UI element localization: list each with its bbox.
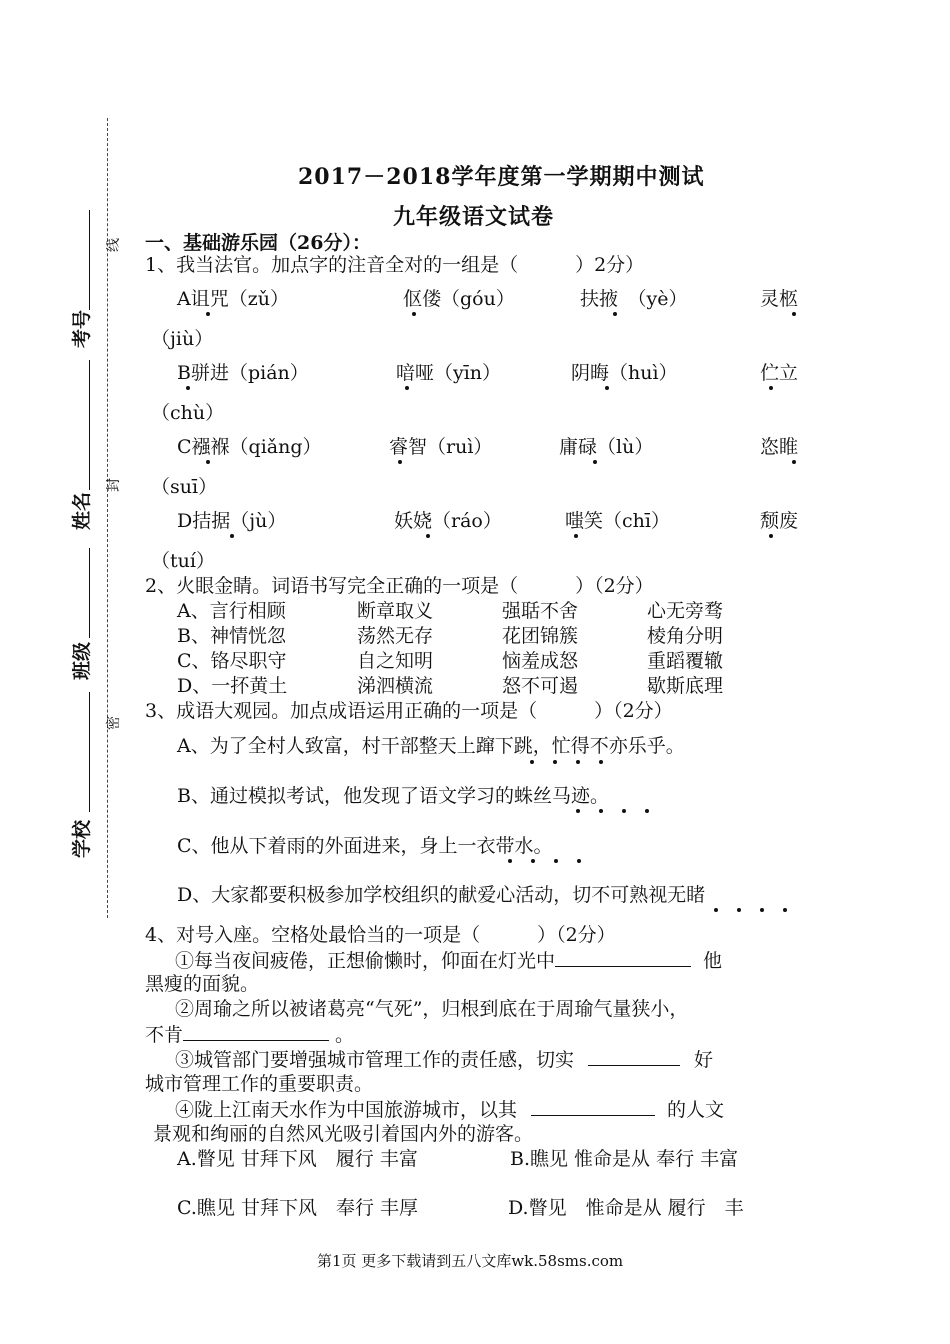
class-line [89,548,90,638]
q4-option-a: A.瞥见 甘拜下风 履行 丰富 [177,1148,418,1170]
q4-s1-after: 他 [703,950,723,972]
q2-b-2: 荡然无存 [357,625,434,647]
q1-d-w3: 嗤笑（chī） [565,510,670,532]
school-line [89,692,90,812]
q4-s4-cont: 景观和绚丽的自然风光吸引着国内外的游客。 [153,1123,534,1145]
emphasis-dot [426,534,430,538]
emphasis-dot [206,460,210,464]
q2-b-1: B、神情恍忽 [177,625,286,647]
school-label: 学校 [71,819,93,858]
q4-option-b: B.瞧见 惟命是从 奉行 丰富 [510,1148,739,1170]
q4-s3-text: ③城管部门要增强城市管理工作的责任感，切实 [175,1049,575,1071]
emphasis-dot [412,312,416,316]
emphasis-dot [574,534,578,538]
q1-b-w4: 伫立 [760,362,799,384]
q3-option-a: A、为了全村人致富，村干部整天上蹿下跳，忙得不亦乐乎。 [177,735,685,757]
emphasis-dot [206,312,210,316]
emphasis-dot [760,908,764,912]
name-label: 姓名 [71,491,93,530]
q3-option-d: D、大家都要积极参加学校组织的献爱心活动，切不可熟视无睹 [177,884,706,906]
q2-stem: 2、火眼金睛。词语书写完全正确的一项是（ ）（2分） [145,575,654,597]
page-subtitle: 九年级语文试卷 [393,204,555,230]
q4-option-c: C.瞧见 甘拜下风 奉行 丰厚 [177,1197,418,1219]
page-title: 2017－2018学年度第一学期期中测试 [298,164,705,190]
class-label: 班级 [71,641,93,680]
q4-blank-1[interactable] [555,948,691,967]
q2-b-4: 棱角分明 [647,625,724,647]
q2-c-2: 自之知明 [357,650,434,672]
emphasis-dot [599,809,603,813]
q4-s3-cont: 城市管理工作的重要职责。 [145,1073,374,1095]
q4-blank-4[interactable] [531,1097,655,1116]
q2-c-4: 重蹈覆辙 [647,650,724,672]
emphasis-dot [230,534,234,538]
binding-label-feng: 封 [106,478,122,492]
emphasis-dot [769,386,773,390]
q4-sentence-1 [175,948,722,973]
emphasis-dot [599,760,603,764]
q3-option-c: C、他从下着雨的外面进来，身上一衣带水。 [177,835,553,857]
exam-number-label: 考号 [71,309,93,348]
q2-d-4: 歇斯底理 [647,675,724,697]
q4-stem: 4、对号入座。空格处最恰当的一项是（ ）（2分） [145,924,616,946]
binding-label-xian: 线 [106,238,122,252]
q2-c-1: C、铬尽职守 [177,650,287,672]
q4-s1-cont: 黑瘦的面貌。 [145,973,260,995]
emphasis-dot [622,809,626,813]
q4-s1-text: ①每当夜间疲倦，正想偷懒时，仰面在灯光中 [175,950,556,972]
q1-d-w2: 妖娆（ráo） [394,510,502,532]
emphasis-dot [613,312,617,316]
emphasis-dot [792,460,796,464]
emphasis-dot [508,859,512,863]
q1-a-w1: A诅咒（zǔ） [177,288,289,310]
q3-stem: 3、成语大观园。加点成语运用正确的一项是（ ）（2分） [145,700,673,722]
q2-c-3: 恼羞成怒 [502,650,579,672]
emphasis-dot [645,809,649,813]
emphasis-dot [792,312,796,316]
q4-s2-prefix: 不肯 [145,1024,184,1046]
name-line [89,360,90,490]
section-heading: 一、基础游乐园（26分）： [145,232,371,254]
q4-s4-text: ④陇上江南天水作为中国旅游城市，以其 [175,1099,518,1121]
emphasis-dot [531,859,535,863]
emphasis-dot [593,460,597,464]
emphasis-dot [576,760,580,764]
q1-d-w4: 颓废 [760,510,799,532]
q1-a-w3: 扶掖 （yè） [580,288,688,310]
emphasis-dot [783,908,787,912]
q1-a-w4: 灵柩 [760,288,799,310]
emphasis-dot [405,386,409,390]
q1-d-tail: （tuí） [151,550,215,572]
q2-d-2: 涕泗横流 [357,675,434,697]
binding-label-mi: 密 [106,716,122,730]
exam-number-line [89,210,90,310]
emphasis-dot [186,386,190,390]
q1-b-w2: 喑哑（yīn） [396,362,502,384]
q1-c-w1: C襁褓（qiǎng） [177,436,322,458]
q2-a-4: 心无旁骛 [647,600,724,622]
q1-a-w2: 伛偻（góu） [403,288,515,310]
q2-d-1: D、一抔黄土 [177,675,288,697]
q4-s4-after: 的人文 [667,1099,725,1121]
page-footer: 第1页 更多下载请到五八文库wk.58sms.com [317,1252,624,1270]
q1-c-w4: 恣睢 [760,436,799,458]
emphasis-dot [769,534,773,538]
q4-s2-end: 。 [335,1024,355,1046]
emphasis-dot [737,908,741,912]
q2-a-1: A、言行相顾 [177,600,286,622]
q4-s2-line2 [145,1022,354,1047]
q4-blank-2[interactable] [183,1022,329,1041]
emphasis-dot [554,859,558,863]
q4-blank-3[interactable] [588,1047,680,1066]
q2-b-3: 花团锦簇 [502,625,579,647]
q1-b-tail: （chù） [151,402,225,424]
q3-option-b: B、通过模拟考试，他发现了语文学习的蛛丝马迹。 [177,785,609,807]
emphasis-dot [714,908,718,912]
emphasis-dot [398,460,402,464]
q1-a-tail: （jiù） [151,328,214,350]
q4-sentence-4 [175,1097,724,1122]
emphasis-dot [605,386,609,390]
q1-stem: 1、我当法官。加点字的注音全对的一组是（ ）2分） [145,254,645,276]
q4-sentence-2: ②周瑜之所以被诸葛亮“气死”，归根到底在于周瑜气量狭小， [175,998,689,1020]
q1-c-w3: 庸碌（lù） [559,436,654,458]
q4-sentence-3 [175,1047,713,1072]
q4-s3-after: 好 [694,1049,714,1071]
q1-c-tail: （suī） [151,476,218,498]
q1-c-w2: 睿智（ruì） [389,436,493,458]
q1-d-w1: D拮据（jù） [177,510,287,532]
q2-a-2: 断章取义 [357,600,434,622]
q4-option-d: D.瞥见 惟命是从 履行 丰 [508,1197,744,1219]
emphasis-dot [576,809,580,813]
emphasis-dot [577,859,581,863]
q2-a-3: 强聒不舍 [502,600,579,622]
q1-b-w3: 阴晦（huì） [571,362,678,384]
q2-d-3: 怒不可遏 [502,675,579,697]
emphasis-dot [530,760,534,764]
q1-b-w1: B骈进（pián） [177,362,309,384]
emphasis-dot [553,760,557,764]
